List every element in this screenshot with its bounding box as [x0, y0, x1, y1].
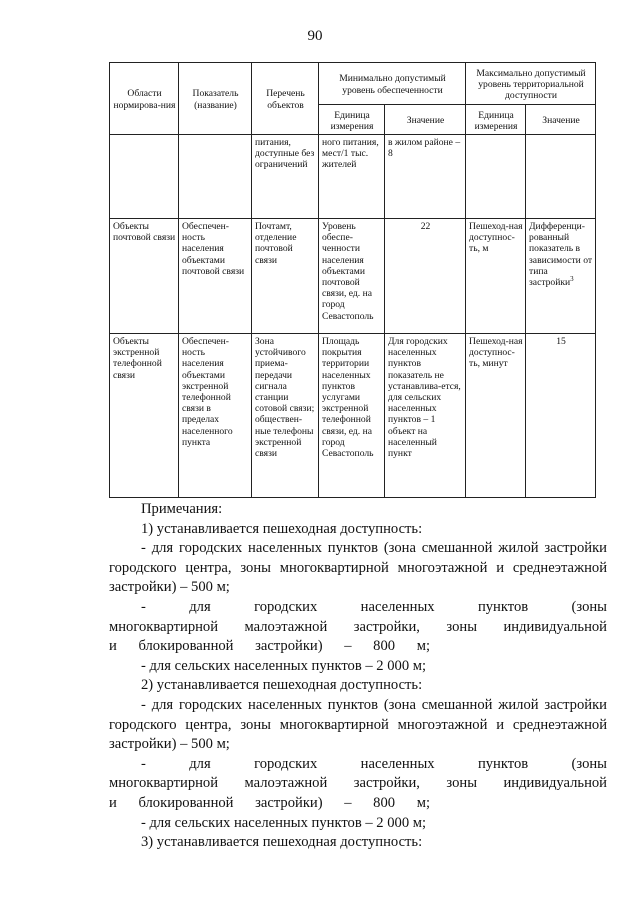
- note-1: 1) устанавливается пешеходная доступность:: [141, 520, 423, 537]
- cell-area: Объекты почтовой связи: [110, 219, 179, 334]
- footnote-ref: 3: [570, 274, 574, 283]
- cell-max-unit: Пешеход-ная доступнос-ть, минут: [466, 334, 526, 498]
- cell-area: [110, 135, 179, 219]
- header-indicator: Показатель (название): [179, 63, 252, 135]
- cell-min-value: Для городских населенных пунктов показатель не устанавлива-ется, для сельских населенных пунктов – 1 объект на населенный пункт: [385, 334, 466, 498]
- cell-max-unit: [466, 135, 526, 219]
- cell-max-value: [526, 219, 596, 334]
- cell-min-unit: Уровень обеспе-ченности населения объектами почтовой связи, ед. на город Севастополь: [319, 219, 385, 334]
- cell-objects: Почтамт, отделение почтовой связи: [252, 219, 319, 334]
- note-2-urban-lowrise: - для городских населенных пунктов (зоны многоквартирной малоэтажной застройки, зоны индивидуальной и блокированной застройки) – 800 м;: [109, 755, 607, 811]
- header-area: Области нормирова-ния: [110, 63, 179, 135]
- notes-title: Примечания:: [141, 501, 223, 517]
- cell-indicator: [179, 135, 252, 219]
- note-2: 2) устанавливается пешеходная доступность:: [141, 677, 423, 694]
- cell-min-unit: Площадь покрытия территории населенных пунктов услугами экстренной телефонной связи, ед. на город Севастополь: [319, 334, 385, 498]
- cell-objects: Зона устойчивого приема-передачи сигнала станции сотовой связи; обществен-ные телефоны экстренной связи: [252, 334, 319, 498]
- table-row: [110, 135, 596, 219]
- cell-max-value: [526, 135, 596, 219]
- cell-min-value: в жилом районе – 8: [385, 135, 466, 219]
- header-max-unit: Единица измерения: [466, 105, 526, 135]
- header-max-value: Значение: [526, 105, 596, 135]
- note-1-rural: - для сельских населенных пунктов – 2 000 м;: [141, 657, 427, 674]
- notes-section: [109, 500, 607, 853]
- norms-table: [109, 62, 596, 498]
- cell-area: Объекты экстренной телефонной связи: [110, 334, 179, 498]
- page-number: 90: [307, 28, 323, 44]
- cell-min-value: 22: [385, 219, 466, 334]
- header-max-level: Максимально допустимый уровень территориальной доступности: [466, 63, 596, 105]
- header-min-value: Значение: [385, 105, 466, 135]
- table-row: [110, 334, 596, 498]
- cell-max-value: 15: [526, 334, 596, 498]
- cell-min-unit: ного питания, мест/1 тыс. жителей: [319, 135, 385, 219]
- header-min-level: Минимально допустимый уровень обеспеченности: [319, 63, 466, 105]
- header-objects-list: Перечень объектов: [252, 63, 319, 135]
- header-min-unit: Единица измерения: [319, 105, 385, 135]
- note-1-urban-dense: - для городских населенных пунктов (зона смешанной жилой застройки городского центра, зоны многоквартирной многоэтажной и среднеэтажной застройки) – 500 м;: [109, 540, 607, 596]
- note-1-urban-lowrise: - для городских населенных пунктов (зоны многоквартирной малоэтажной застройки, зоны индивидуальной и блокированной застройки) – 800 м;: [109, 598, 607, 655]
- note-3: 3) устанавливается пешеходная доступность:: [141, 834, 423, 851]
- cell-indicator: Обеспечен-ность населения объектами почтовой связи: [179, 219, 252, 334]
- cell-max-unit: Пешеход-ная доступнос-ть, м: [466, 219, 526, 334]
- table-row: [110, 219, 596, 334]
- note-2-rural: - для сельских населенных пунктов – 2 000 м;: [141, 814, 427, 831]
- note-2-urban-dense: - для городских населенных пунктов (зона смешанной жилой застройки городского центра, зоны многоквартирной многоэтажной и среднеэтажной застройки) – 500 м;: [109, 696, 607, 753]
- cell-max-value-text: Дифференци-рованный показатель в зависимости от типа застройки: [529, 221, 593, 289]
- cell-indicator: Обеспечен-ность населения объектами экстренной телефонной связи в пределах населенного пункта: [179, 334, 252, 498]
- cell-objects: питания, доступные без ограничений: [252, 135, 319, 219]
